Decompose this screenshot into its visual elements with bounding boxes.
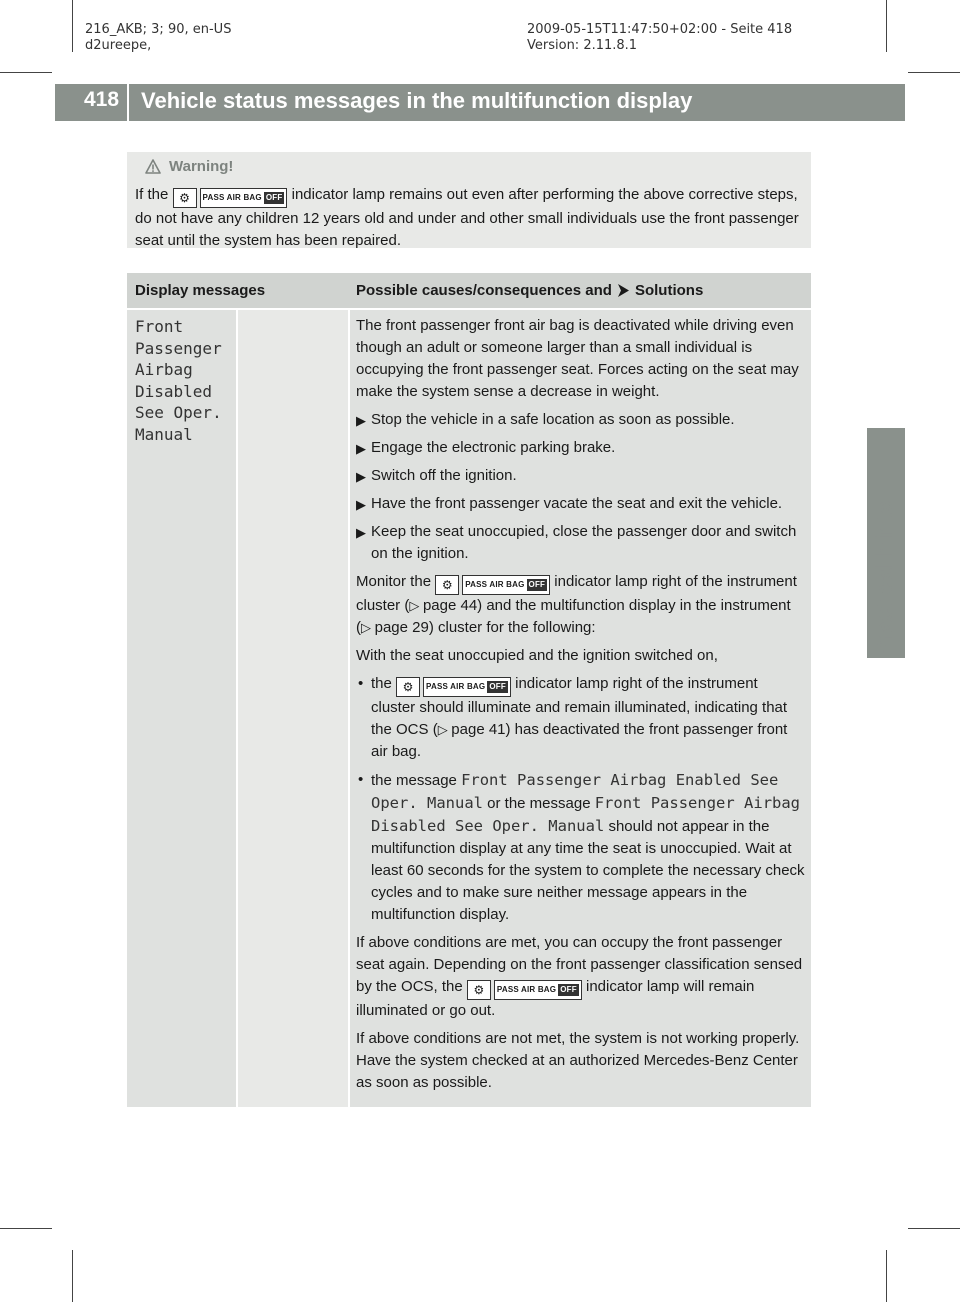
page-ref-link[interactable]: page 29) cluster for the following: <box>374 619 596 636</box>
crop-mark <box>908 1228 960 1229</box>
meta-doc-id: 216_AKB; 3; 90, en-US <box>85 22 232 37</box>
page-title: Vehicle status messages in the multifunction display <box>141 88 693 113</box>
triangle-pointer-icon: ▷ <box>409 598 423 613</box>
page-ref-link[interactable]: page 41) has deactivated the front passenger front air bag. <box>371 721 788 760</box>
child-seat-icon: ⚙ <box>396 677 420 697</box>
child-seat-icon: ⚙ <box>467 980 491 1000</box>
with-seat-paragraph: With the seat unoccupied and the ignition switched on, <box>356 647 718 664</box>
step-item: ▶ Have the front passenger vacate the seat and exit the vehicle. <box>356 493 806 515</box>
table-cell-spacer <box>238 310 348 1107</box>
pass-air-bag-off-icon: PASS AIR BAG OFF <box>423 677 511 697</box>
solutions-text <box>356 315 806 1100</box>
pass-air-bag-off-icon: PASS AIR BAG OFF <box>462 575 550 595</box>
pass-air-bag-off-icon: PASS AIR BAG OFF <box>200 188 288 208</box>
arrow-right-icon: ▶ <box>356 525 366 540</box>
bullet-icon: • <box>358 675 364 692</box>
arrow-right-icon: ▶ <box>356 413 366 428</box>
bullet-item: • the ⚙ PASS AIR BAG OFF indicator lamp right of the instrument cluster should illuminate and remain illuminated, indicating that the OCS (▷ page 41) has deactivated the front passenger front air bag. <box>358 675 788 760</box>
arrow-right-icon: ▶ <box>356 469 366 484</box>
warning-text: If the ⚙ PASS AIR BAG OFF indicator lamp remains out even after performing the above corrective steps, do not have any children 12 years old and under and other small individuals use the front passenger seat until the system has been repaired. <box>135 186 799 249</box>
page-number: 418 <box>84 88 120 111</box>
arrow-right-icon: ▶ <box>356 441 366 456</box>
step-item: ▶ Stop the vehicle in a safe location as soon as possible. <box>356 409 806 431</box>
triangle-pointer-icon: ▷ <box>361 620 375 635</box>
crop-mark <box>0 72 52 73</box>
indicator-lamp <box>173 188 288 208</box>
monitor-paragraph: Monitor the ⚙ PASS AIR BAG OFF indicator lamp right of the instrument cluster (▷ page 44) and the multifunction display in the instrument (▷ page 29) cluster for the following: <box>356 573 797 636</box>
meta-version: Version: 2.11.8.1 <box>527 38 638 53</box>
crop-mark <box>72 1250 73 1302</box>
child-seat-icon: ⚙ <box>435 575 459 595</box>
arrow-right-icon: ▶ <box>356 497 366 512</box>
indicator-lamp <box>435 575 550 595</box>
warning-triangle-icon <box>145 159 161 175</box>
crop-mark <box>886 1250 887 1302</box>
intro-paragraph: The front passenger front air bag is deactivated while driving even though an adult or someone larger than a small individual is occupying the front passenger seat. Forces acting on the seat may make the system sense a decrease in weight. <box>356 317 799 400</box>
display-message-inline: Front Passenger Airbag Enabled See Oper. Manual <box>371 771 779 812</box>
step-item: ▶ Switch off the ignition. <box>356 465 806 487</box>
bullet-icon: • <box>358 771 364 788</box>
side-tab-label: Practical hints <box>871 500 897 658</box>
step-item: ▶ Engage the electronic parking brake. <box>356 437 806 459</box>
display-message: Front Passenger Airbag Disabled See Oper. Manual <box>135 317 222 444</box>
crop-mark <box>72 0 73 52</box>
page-ref-link[interactable]: page 44) and the multifunction display in the instrument ( <box>356 597 791 636</box>
crop-mark <box>0 1228 52 1229</box>
triangle-pointer-icon: ▷ <box>437 722 452 737</box>
warning-title: Warning! <box>169 158 234 175</box>
crop-mark <box>886 0 887 52</box>
meta-timestamp: 2009-05-15T11:47:50+02:00 - Seite 418 <box>527 22 793 37</box>
arrow-right-icon <box>618 284 629 297</box>
display-message-inline: Front Passenger Airbag Disabled See Oper. Manual <box>371 794 801 835</box>
conditions-met-paragraph: If above conditions are met, you can occupy the front passenger seat again. Depending on the front passenger classification sensed by the OCS, the ⚙ PASS AIR BAG OFF indicator lamp will remain illuminated or go out. <box>356 934 803 1019</box>
warning-heading <box>145 158 233 175</box>
indicator-lamp <box>467 980 582 1000</box>
col-header-display-messages: Display messages <box>135 282 266 299</box>
crop-mark <box>908 72 960 73</box>
step-item: ▶ Keep the seat unoccupied, close the passenger door and switch on the ignition. <box>356 523 797 562</box>
meta-doc-code: d2ureepe, <box>85 38 152 53</box>
col-header-causes: Possible causes/consequences and Solutions <box>356 282 704 299</box>
child-seat-icon: ⚙ <box>173 188 197 208</box>
pass-air-bag-off-icon: PASS AIR BAG OFF <box>494 980 582 1000</box>
indicator-lamp <box>396 677 511 697</box>
conditions-not-met-paragraph: If above conditions are not met, the system is not working properly. Have the system checked at an authorized Mercedes-Benz Center as soon as possible. <box>356 1030 800 1091</box>
bullet-item: • the message Front Passenger Airbag Enabled See Oper. Manual or the message Front Passenger Airbag Disabled See Oper. Manual should not appear in the multifunction display at any time the seat is unoccupied. Wait at least 60 seconds for the system to complete the necessary check cycles and to make sure neither message appears in the multifunction display. <box>358 771 805 923</box>
